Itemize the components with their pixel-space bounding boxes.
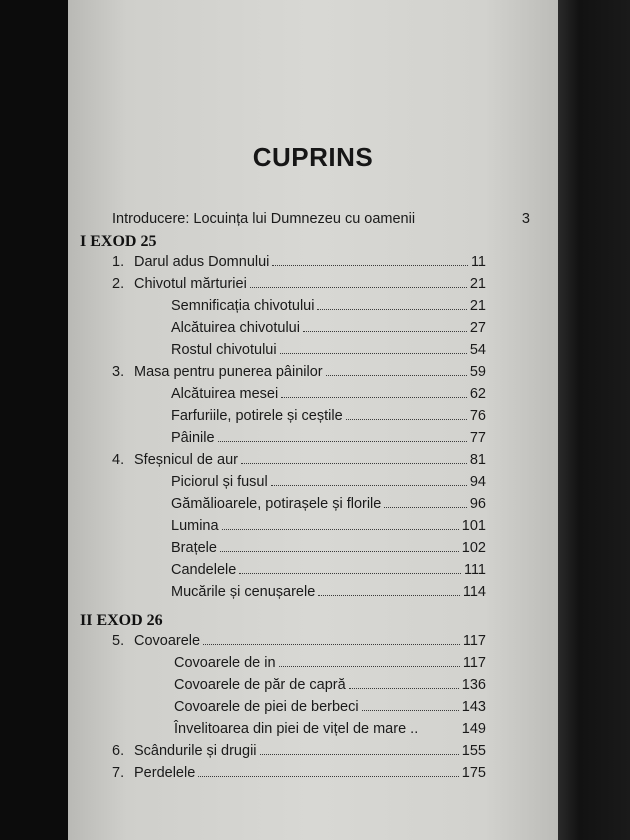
entry-number: 5. — [112, 633, 125, 649]
dot-leader — [384, 507, 467, 508]
entry-title: Pâinile — [171, 430, 215, 446]
entry-number: 4. — [112, 452, 125, 468]
entry-title: Semnificația chivotului — [171, 298, 315, 314]
entry-title: Învelitoarea din piei de vițel de mare .. — [174, 721, 419, 737]
entry-page: 94 — [469, 474, 486, 490]
toc-subentry — [174, 715, 486, 737]
dot-leader — [271, 485, 467, 486]
entry-title: Farfuriile, potirele și ceștile — [171, 408, 343, 424]
entry-page: 101 — [461, 518, 486, 534]
dot-leader — [362, 710, 459, 711]
dot-leader — [203, 644, 460, 645]
dot-leader — [346, 419, 467, 420]
dot-leader — [349, 688, 459, 689]
toc-entry — [112, 446, 486, 468]
entry-page: 111 — [463, 562, 486, 578]
entry-title: Sfeșnicul de aur — [134, 452, 238, 468]
entry-page: 27 — [469, 320, 486, 336]
toc-subentry — [171, 534, 486, 556]
entry-title: Chivotul mărturiei — [134, 276, 247, 292]
entry-title: Covoarele de păr de capră — [174, 677, 346, 693]
toc-subentry — [171, 336, 486, 358]
toc-subentry — [174, 671, 486, 693]
entry-page: 11 — [470, 254, 486, 270]
dot-leader — [272, 265, 468, 266]
entry-page: 175 — [461, 765, 486, 781]
page-edge-shadow — [558, 0, 630, 840]
entry-title: Scândurile și drugii — [134, 743, 257, 759]
entry-page: 54 — [469, 342, 486, 358]
entry-page: 114 — [462, 584, 486, 600]
dot-leader — [281, 397, 467, 398]
entry-title: Brațele — [171, 540, 217, 556]
book-page — [68, 0, 558, 840]
section-heading: I EXOD 25 — [80, 233, 157, 250]
entry-page: 81 — [469, 452, 486, 468]
toc-subentry — [171, 402, 486, 424]
entry-title: Alcătuirea mesei — [171, 386, 279, 402]
entry-number: 2. — [112, 276, 125, 292]
dot-leader — [279, 666, 460, 667]
entry-number: 1. — [112, 254, 125, 270]
dot-leader — [239, 573, 461, 574]
entry-page: 149 — [461, 721, 486, 737]
entry-page: 77 — [469, 430, 486, 446]
dot-leader — [222, 529, 459, 530]
toc-intro-page: 3 — [521, 211, 530, 227]
toc-subentry — [171, 578, 486, 600]
toc-intro — [112, 205, 530, 227]
toc-subentry — [171, 490, 486, 512]
toc-intro-label: Introducere: Locuința lui Dumnezeu cu oamenii — [112, 211, 416, 227]
entry-page: 21 — [469, 298, 486, 314]
toc-subentry — [174, 693, 486, 715]
entry-title: Masa pentru punerea pâinilor — [134, 364, 323, 380]
toc-subentry — [171, 380, 486, 402]
toc-entry — [112, 737, 486, 759]
entry-page: 76 — [469, 408, 486, 424]
entry-title: Lumina — [171, 518, 219, 534]
table-of-contents — [68, 0, 558, 840]
entry-page: 143 — [461, 699, 486, 715]
dot-leader — [303, 331, 467, 332]
toc-entry — [112, 270, 486, 292]
toc-subentry — [171, 314, 486, 336]
entry-title: Covoarele — [134, 633, 201, 649]
dot-leader — [280, 353, 467, 354]
entry-page: 62 — [469, 386, 486, 402]
entry-title: Candelele — [171, 562, 237, 578]
dot-leader — [198, 776, 459, 777]
page-title: CUPRINS — [252, 142, 374, 172]
toc-subentry — [171, 468, 486, 490]
toc-entry — [112, 627, 486, 649]
entry-title: Covoarele de piei de berbeci — [174, 699, 359, 715]
dot-leader — [220, 551, 459, 552]
entry-number: 6. — [112, 743, 125, 759]
entry-page: 117 — [462, 633, 486, 649]
entry-page: 21 — [469, 276, 486, 292]
dot-leader — [260, 754, 459, 755]
entry-page: 59 — [469, 364, 486, 380]
toc-entry — [112, 358, 486, 380]
toc-subentry — [171, 292, 486, 314]
entry-page: 96 — [469, 496, 486, 512]
section-heading: II EXOD 26 — [80, 612, 163, 629]
entry-page: 136 — [461, 677, 486, 693]
toc-entry — [112, 759, 486, 781]
entry-title: Alcătuirea chivotului — [171, 320, 300, 336]
toc-entry — [112, 248, 486, 270]
dot-leader — [218, 441, 467, 442]
dot-leader — [241, 463, 467, 464]
toc-subentry — [171, 424, 486, 446]
entry-title: Perdelele — [134, 765, 196, 781]
dot-leader — [317, 309, 466, 310]
toc-subentry — [171, 512, 486, 534]
toc-subentry — [174, 649, 486, 671]
toc-subentry — [171, 556, 486, 578]
entry-page: 117 — [462, 655, 486, 671]
entry-title: Covoarele de in — [174, 655, 276, 671]
entry-page: 102 — [461, 540, 486, 556]
entry-title: Rostul chivotului — [171, 342, 277, 358]
entry-title: Mucările și cenușarele — [171, 584, 316, 600]
entry-number: 3. — [112, 364, 125, 380]
dot-leader — [250, 287, 467, 288]
entry-number: 7. — [112, 765, 125, 781]
entry-title: Piciorul și fusul — [171, 474, 268, 490]
entry-title: Gămălioarele, potirașele și florile — [171, 496, 382, 512]
entry-title: Darul adus Domnului — [134, 254, 270, 270]
dot-leader — [318, 595, 460, 596]
dot-leader — [326, 375, 467, 376]
entry-page: 155 — [461, 743, 486, 759]
